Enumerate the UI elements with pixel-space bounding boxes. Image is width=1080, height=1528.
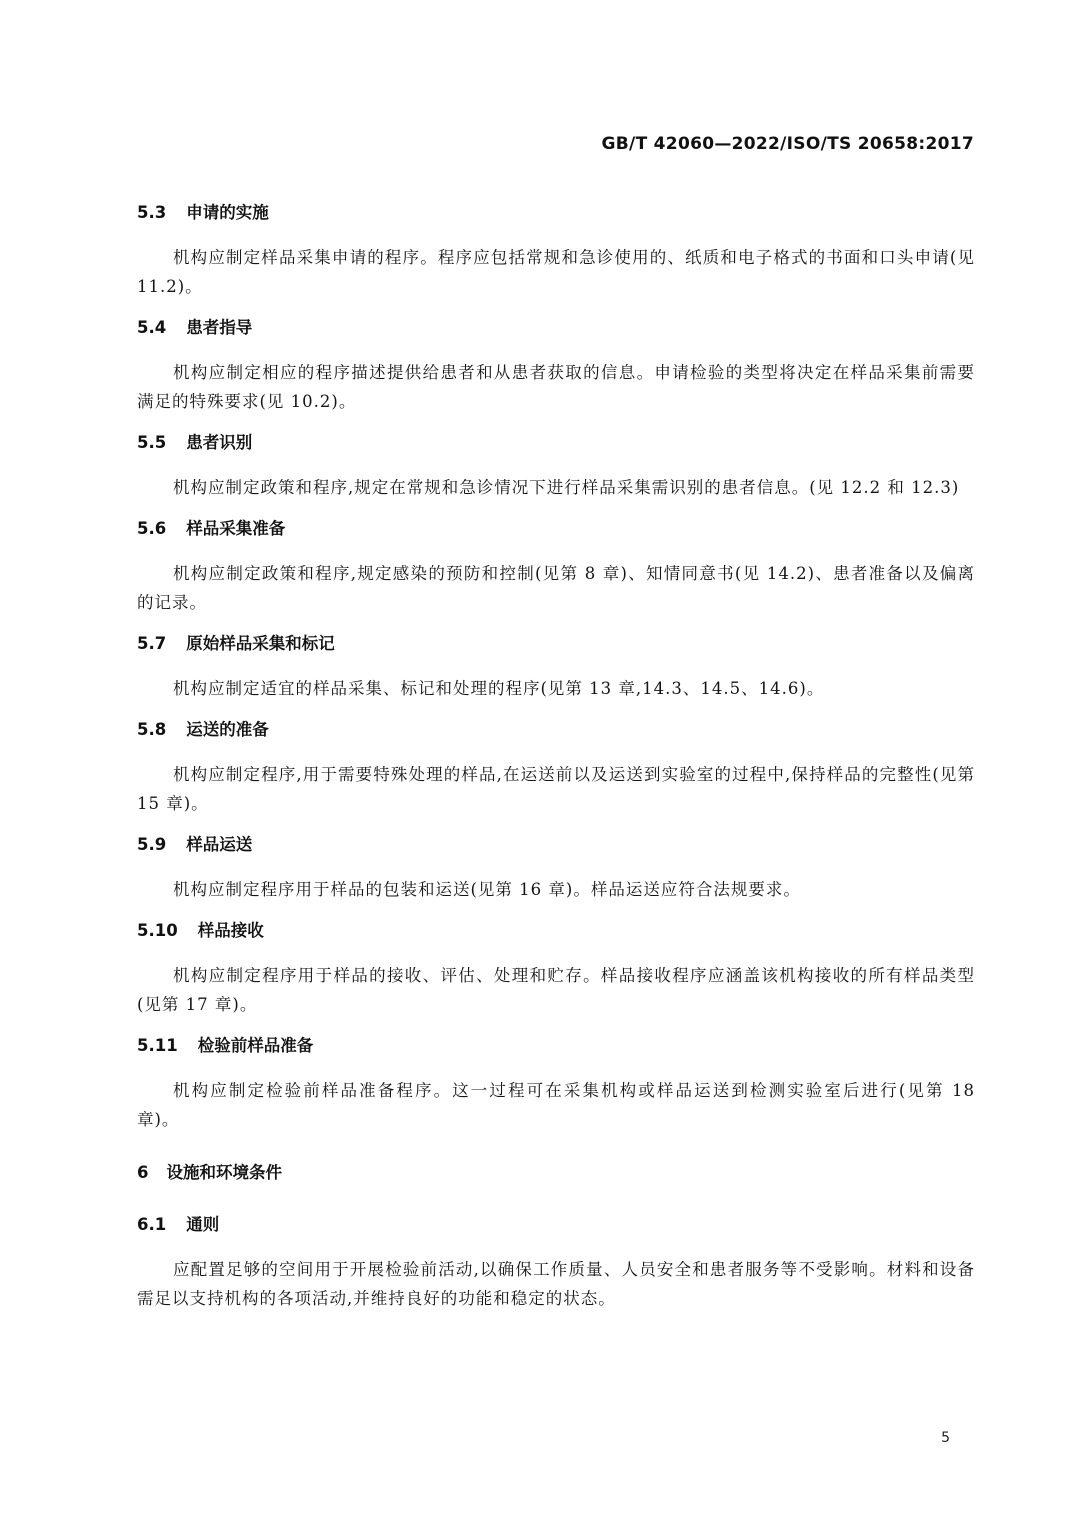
section-paragraph: 机构应制定程序,用于需要特殊处理的样品,在运送前以及运送到实验室的过程中,保持样品的完整性(见第 15 章)。	[137, 765, 975, 813]
section-heading	[137, 1212, 975, 1238]
section-paragraph: 机构应制定相应的程序描述提供给患者和从患者获取的信息。申请检验的类型将决定在样品采集前需要满足的特殊要求(见 10.2)。	[137, 363, 975, 411]
section-number: 5.4	[137, 318, 167, 337]
section-number: 5.10	[137, 921, 178, 940]
section-title: 样品运送	[186, 835, 253, 854]
section-heading	[137, 516, 975, 542]
section-number: 5.7	[137, 634, 167, 653]
section-paragraph: 机构应制定程序用于样品的接收、评估、处理和贮存。样品接收程序应涵盖该机构接收的所有样品类型(见第 17 章)。	[137, 966, 975, 1014]
section-title: 患者指导	[186, 318, 253, 337]
section-number: 5.11	[137, 1036, 178, 1055]
section-heading	[137, 918, 975, 944]
section-title: 运送的准备	[186, 720, 269, 739]
section-number: 5.5	[137, 433, 167, 452]
section-heading	[137, 315, 975, 341]
standard-number-header: GB/T 42060—2022/ISO/TS 20658:2017	[601, 134, 974, 154]
section-heading	[137, 832, 975, 858]
section-heading	[137, 200, 975, 226]
section-title: 申请的实施	[186, 203, 269, 222]
section-paragraph: 机构应制定检验前样品准备程序。这一过程可在采集机构或样品运送到检测实验室后进行(见第 18 章)。	[137, 1081, 975, 1129]
section-title: 样品采集准备	[186, 519, 286, 538]
section-title: 通则	[186, 1215, 220, 1234]
section-paragraph: 机构应制定政策和程序,规定在常规和急诊情况下进行样品采集需识别的患者信息。(见 12.2 和 12.3)	[173, 478, 960, 497]
section-paragraph: 机构应制定政策和程序,规定感染的预防和控制(见第 8 章)、知情同意书(见 14.2)、患者准备以及偏离的记录。	[137, 564, 975, 612]
section-title: 检验前样品准备	[197, 1036, 314, 1055]
section-paragraph: 机构应制定适宜的样品采集、标记和处理的程序(见第 13 章,14.3、14.5、14.6)。	[173, 679, 825, 698]
section-paragraph: 机构应制定程序用于样品的包装和运送(见第 16 章)。样品运送应符合法规要求。	[173, 880, 801, 899]
section-title: 患者识别	[186, 433, 253, 452]
chapter-heading	[137, 1160, 975, 1186]
section-number: 5.6	[137, 519, 167, 538]
chapter-title: 设施和环境条件	[166, 1163, 282, 1182]
section-number: 5.8	[137, 720, 167, 739]
section-number: 6.1	[137, 1215, 167, 1234]
section-title: 样品接收	[197, 921, 264, 940]
section-title: 原始样品采集和标记	[186, 634, 335, 653]
chapter-number: 6	[137, 1163, 149, 1182]
section-paragraph: 机构应制定样品采集申请的程序。程序应包括常规和急诊使用的、纸质和电子格式的书面和口头申请(见 11.2)。	[137, 248, 975, 296]
page-content	[137, 200, 975, 1313]
section-paragraph: 应配置足够的空间用于开展检验前活动,以确保工作质量、人员安全和患者服务等不受影响。材料和设备需足以支持机构的各项活动,并维持良好的功能和稳定的状态。	[137, 1260, 975, 1308]
section-heading	[137, 717, 975, 743]
section-heading	[137, 631, 975, 657]
section-number: 5.9	[137, 835, 167, 854]
section-heading	[137, 1033, 975, 1059]
section-heading	[137, 430, 975, 456]
page-number: 5	[941, 1430, 950, 1446]
section-number: 5.3	[137, 203, 167, 222]
